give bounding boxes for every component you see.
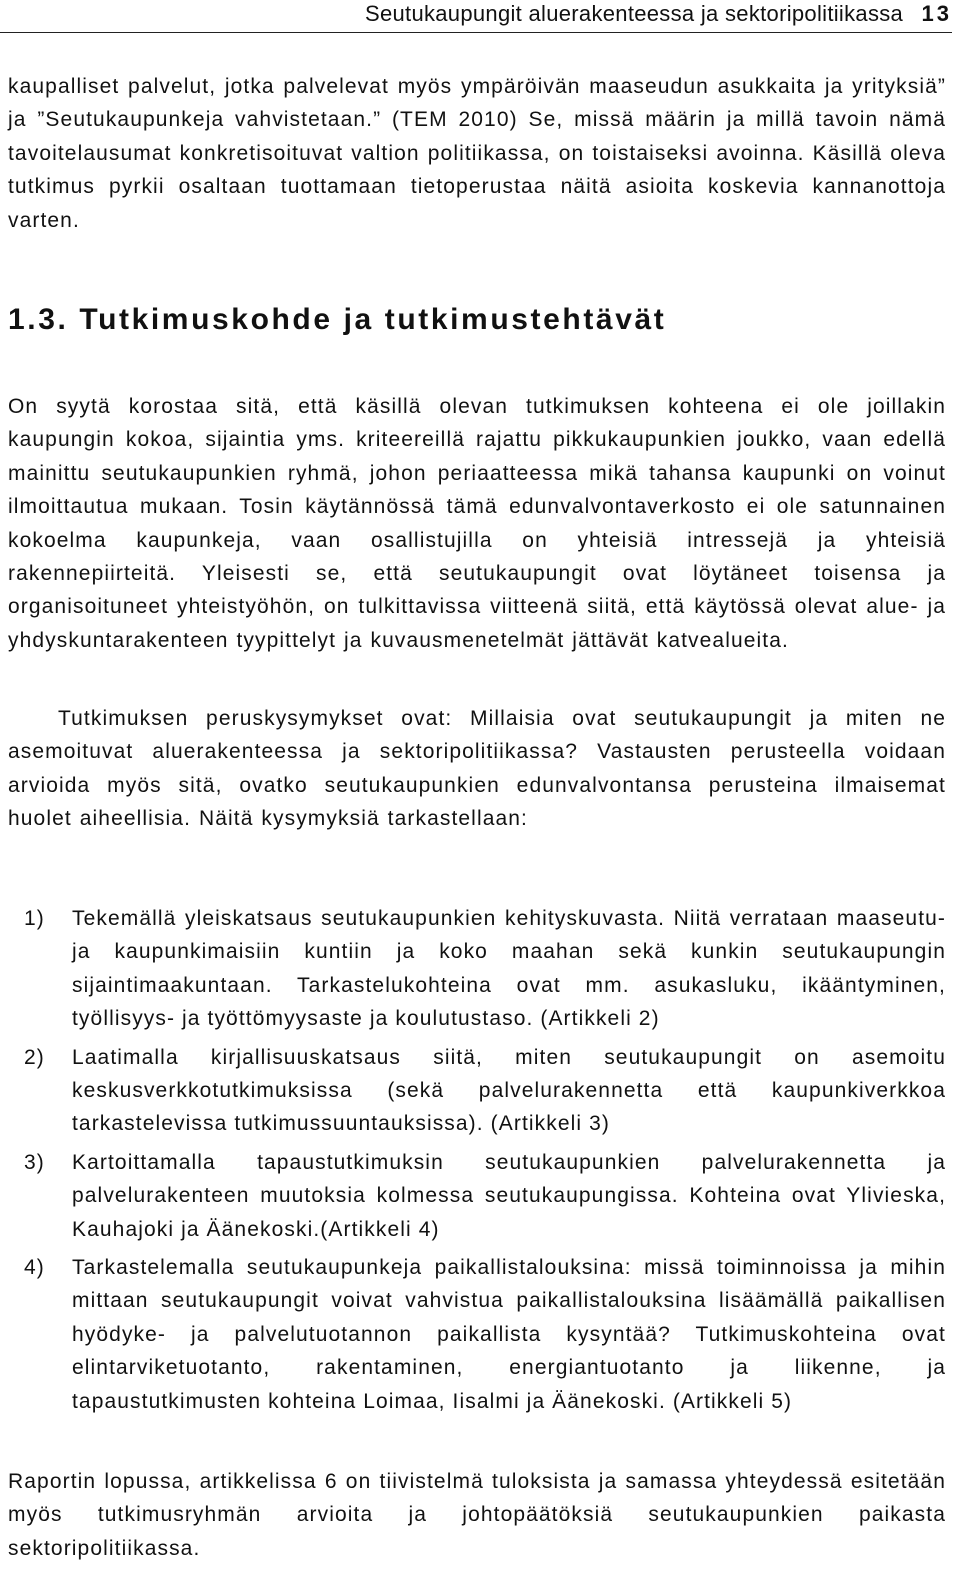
list-item-number: 4) — [24, 1256, 45, 1280]
list-item-text: Tekemällä yleiskatsaus seutukaupunkien kehityskuvasta. Niitä verrataan maaseutu- ja kaupunkimaisiin kuntiin ja koko maahan sekä kunkin seutukaupungin sijaintimaakuntaan. Tarkastelukohteina ovat mm. asukasluku, ikääntyminen, työllisyys- ja työttömyysaste ja koulutustaso. (Artikkeli 2) — [72, 907, 946, 1031]
body-paragraph: On syytä korostaa sitä, että käsillä olevan tutkimuksen kohteena ei ole joillakin kaupungin kokoa, sijaintia yms. kriteereillä rajattu pikkukaupunkien joukko, vaan edellä mainittu seutukaupunkien ryhmä, johon periaatteessa mikä tahansa kaupunki on voinut ilmoittautua mukaan. Tosin käytännössä tämä edunvalvontaverkosto ei ole satunnainen kokoelma kaupunkeja, vaan osallistujilla on yhteisiä intressejä ja yhteisiä rakennepiirteitä. Yleisesti se, että seutukaupungit ovat löytäneet toisensa ja organisoituneet yhteistyöhön, on tulkittavissa viitteenä siitä, että käytössä olevat alue- ja yhdyskuntarakenteen tyypittelyt ja kuvausmenetelmät jättävät katvealueita. — [8, 395, 946, 652]
research-task-item — [8, 1251, 946, 1418]
research-task-item — [8, 1041, 946, 1141]
closing-paragraph: Raportin lopussa, artikkelissa 6 on tiivistelmä tuloksista ja samassa yhteydessä esitetään myös tutkimusryhmän arvioita ja johtopäätöksiä seutukaupunkien paikasta sektoripolitiikassa. — [8, 1470, 946, 1560]
intro-paragraph: kaupalliset palvelut, jotka palvelevat myös ympäröivän maaseudun asukkaita ja yrityksiä” ja ”Seutukaupunkeja vahvistetaan.” (TEM 2010) Se, missä määrin ja millä tavoin nämä tavoitelausumat konkretisoituvat valtion politiikassa, on toistaiseksi avoinna. Käsillä oleva tutkimus pyrkii osaltaan tuottamaan tietoperustaa näitä asioita koskevia kannanottoja varten. — [8, 75, 946, 232]
list-item-text: Tarkastelemalla seutukaupunkeja paikallistalouksina: missä toiminnoissa ja mihin mittaan seutukaupungit voivat vahvistua paikallistalouksina lisäämällä paikallisen hyödyke- ja palvelutuotannon paikallista kysyntää? Tutkimuskohteina ovat elintarviketuotanto, rakentaminen, energiantuotanto ja liikenne, ja tapaustutkimusten kohteina Loimaa, Iisalmi ja Äänekoski. (Artikkeli 5) — [72, 1256, 946, 1413]
list-item-text: Laatimalla kirjallisuuskatsaus siitä, miten seutukaupungit on asemoitu keskusverkkotutkimuksissa (sekä palvelurakennetta että kaupunkiverkkoa tarkastelevissa tutkimussuuntauksissa). (Artikkeli 3) — [72, 1045, 946, 1136]
research-questions-paragraph: Tutkimuksen peruskysymykset ovat: Millaisia ovat seutukaupungit ja miten ne asemoituvat aluerakenteessa ja sektoripolitiikassa? Vastausten perusteella voidaan arvioida myös sitä, ovatko seutukaupunkien edunvalvontansa perusteina ilmaisemat huolet aiheellisia. Näitä kysymyksiä tarkastellaan: — [8, 707, 946, 831]
list-item-text: Kartoittamalla tapaustutkimuksin seutukaupunkien palvelurakennetta ja palvelurakenteen muutoksia kolmessa seutukaupungissa. Kohteina ovat Ylivieska, Kauhajoki ja Äänekoski.(Artikkeli 4) — [72, 1150, 946, 1241]
page-number: 13 — [921, 1, 952, 26]
research-task-list — [8, 902, 946, 1423]
research-task-item — [8, 1146, 946, 1246]
research-task-item — [8, 902, 946, 1036]
running-header-title: Seutukaupungit aluerakenteessa ja sektoripolitiikassa — [364, 1, 904, 26]
running-header — [0, 0, 952, 33]
list-item-number: 3) — [24, 1150, 45, 1174]
list-item-number: 2) — [24, 1045, 45, 1069]
list-item-number: 1) — [24, 907, 45, 930]
section-heading: 1.3. Tutkimuskohde ja tutkimustehtävät — [8, 303, 667, 336]
